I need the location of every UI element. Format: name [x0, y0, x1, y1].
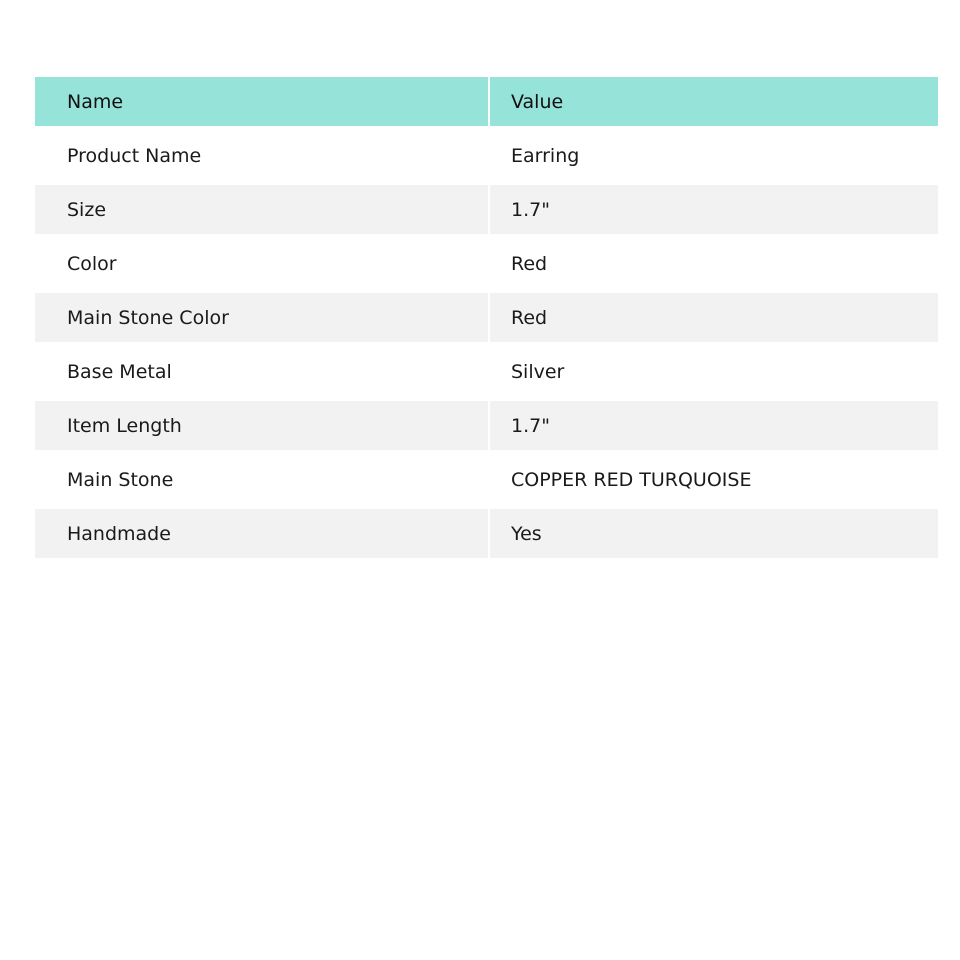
row-name: Base Metal — [35, 342, 490, 396]
header-name: Name — [35, 77, 490, 126]
table-row — [35, 450, 938, 504]
table-row — [35, 288, 938, 342]
row-name: Size — [35, 180, 490, 234]
table-body — [35, 126, 938, 558]
table-row — [35, 180, 938, 234]
row-value: Earring — [490, 126, 938, 180]
row-value: Red — [490, 288, 938, 342]
table-row — [35, 126, 938, 180]
row-value: Silver — [490, 342, 938, 396]
header-row — [35, 77, 938, 126]
row-value: 1.7" — [490, 396, 938, 450]
row-name: Color — [35, 234, 490, 288]
row-name: Item Length — [35, 396, 490, 450]
table-row — [35, 396, 938, 450]
spec-table — [35, 77, 938, 558]
table-row — [35, 504, 938, 558]
row-name: Handmade — [35, 504, 490, 558]
table-header — [35, 77, 938, 126]
row-name: Main Stone — [35, 450, 490, 504]
row-name: Main Stone Color — [35, 288, 490, 342]
row-value: Yes — [490, 504, 938, 558]
table-row — [35, 342, 938, 396]
row-value: COPPER RED TURQUOISE — [490, 450, 938, 504]
row-name: Product Name — [35, 126, 490, 180]
row-value: Red — [490, 234, 938, 288]
row-value: 1.7" — [490, 180, 938, 234]
table-row — [35, 234, 938, 288]
header-value: Value — [490, 77, 938, 126]
